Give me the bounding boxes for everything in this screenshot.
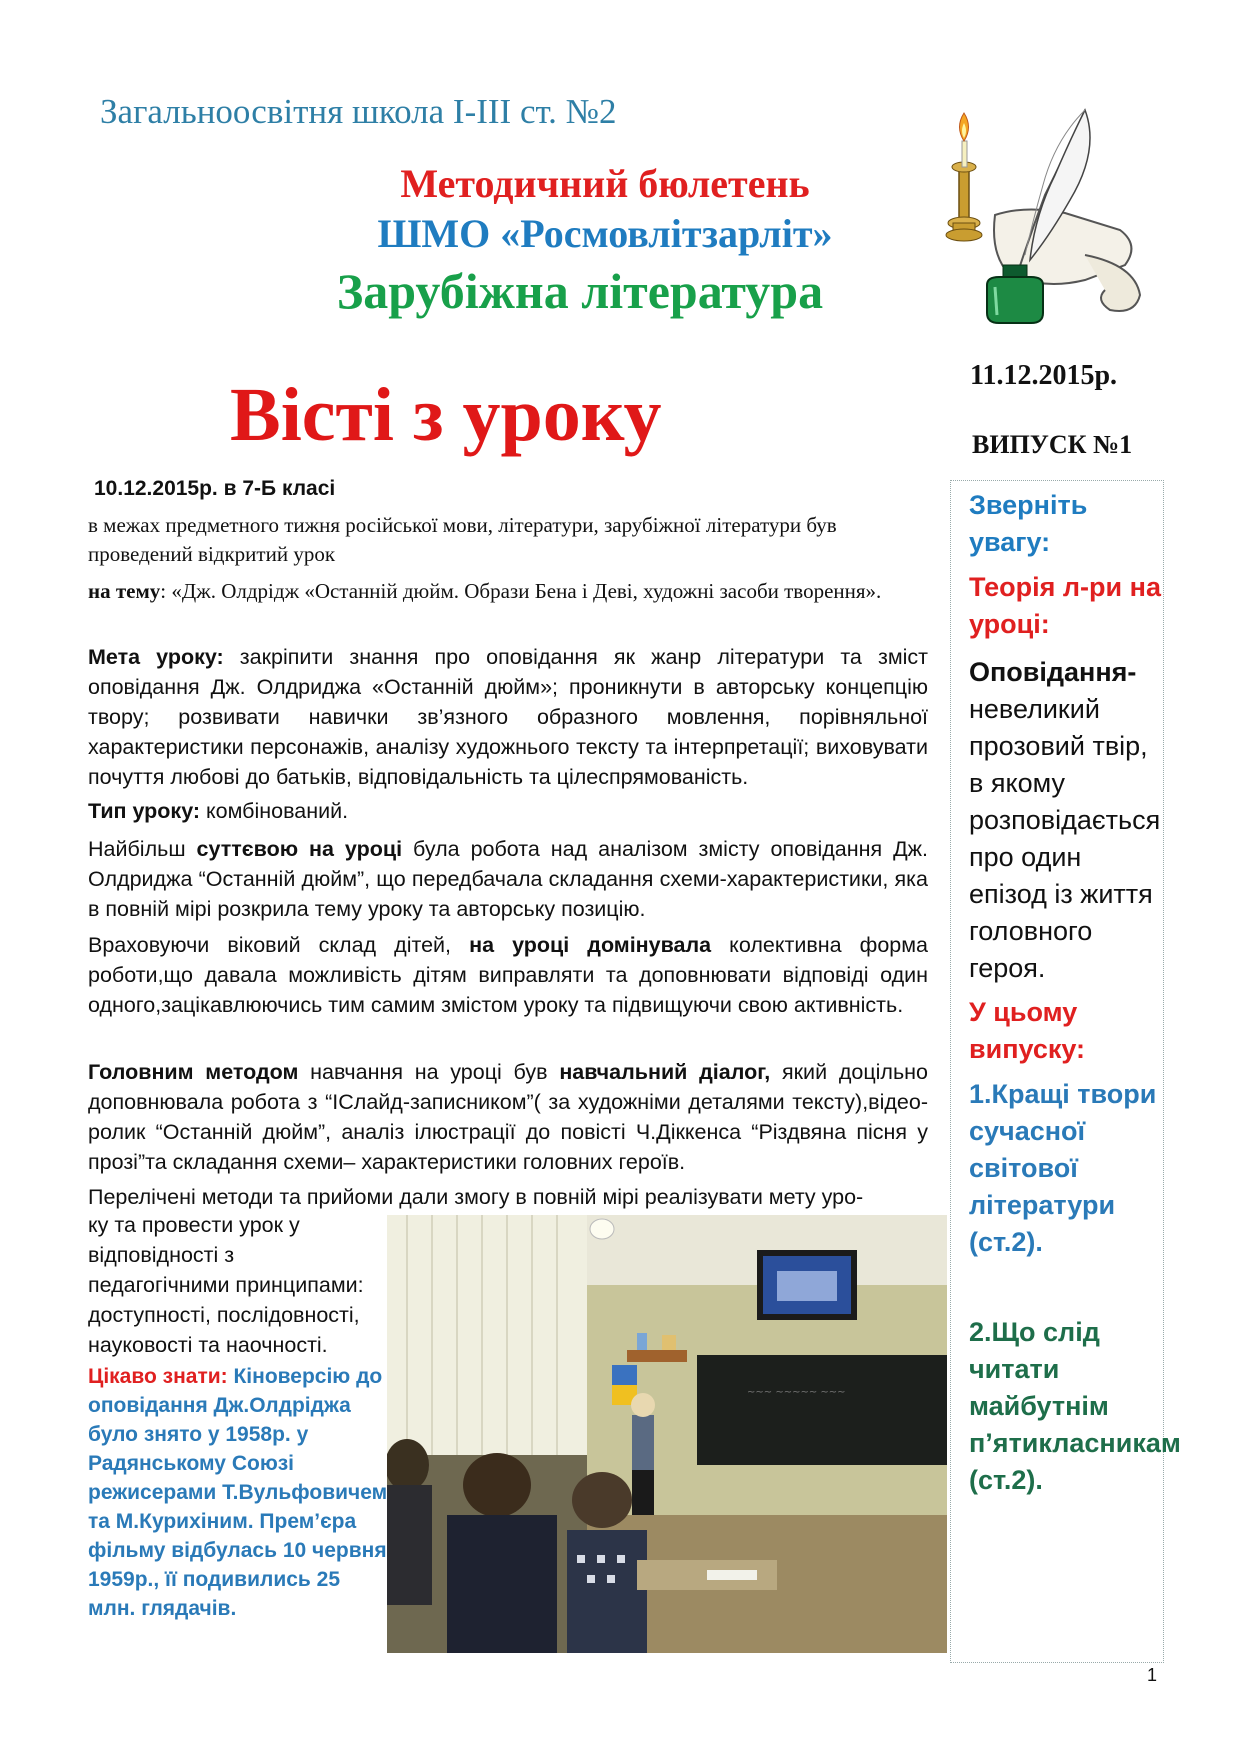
goal-text: закріпити знання про оповідання як жанр літератури та зміст оповідання Дж. Олдриджа «Останній дюйм»; проникнути в авторську концепцію твору; розвивати навички зв’язного образного мовлення, порівняльної характеристики персонажів, аналізу художнього тексту та інтерпретації; виховувати почуття любові до батьків, відповідальність та цілеспрямованість. [88, 645, 928, 789]
article-type [88, 796, 928, 826]
article-paragraph-2: Враховуючи віковий склад дітей, на уроці домінувала колективна форма роботи,що давала можливість дітям виправляти та доповнювати відповіді один одного,зацікавлюючись тим самим змістом уроку та підвищуючи свою активність. [88, 933, 928, 1017]
article-dateline: 10.12.2015р. в 7-Б класі [94, 477, 336, 500]
issue-number: ВИПУСК №1 [972, 430, 1133, 459]
article-intro: в межах предметного тижня російської мови, літератури, зарубіжної літератури був проведений відкритий урок [88, 513, 837, 566]
article-goal [88, 642, 928, 792]
interest-label: Цікаво знати: [88, 1365, 228, 1388]
interesting-fact [88, 1362, 388, 1623]
sidebar-item-1[interactable]: 1.Кращі твори сучасної світової літератури (ст.2). [969, 1079, 1157, 1257]
sidebar-definition [969, 654, 1165, 987]
article-topic [88, 577, 928, 606]
bulletin-subject: Зарубіжна література [336, 263, 824, 319]
type-text: комбінований. [200, 799, 349, 823]
article-paragraph-1: Найбільш суттєвою на уроці була робота над аналізом змісту оповідання Дж. Олдриджа “Останній дюйм”, що передбачала складання схеми-характеристики, яка в повній мірі розкрила тему уроку та авторську позицію. [88, 837, 928, 921]
goal-label: Мета уроку: [88, 645, 224, 669]
article-paragraph-3: Головним методом навчання на уроці був навчальний діалог, який доцільно доповнювала робота з “ІСлайд-записником”( за художніми деталями тексту),відео-ролик “Останній дюйм”, аналіз ілюстрації до повісті Ч.Діккенса “Різдвяна пісня у прозі”та складання схеми– характеристики головних героїв. [88, 1060, 928, 1174]
sidebar-attention: Зверніть увагу: [969, 490, 1088, 557]
svg-text:~~~ ~~~~~ ~~~: ~~~ ~~~~~ ~~~ [747, 1387, 846, 1398]
bulletin-title: Методичний бюлетень [400, 161, 810, 206]
page-number: 1 [1147, 1665, 1158, 1685]
sidebar-in-issue-heading: У цьому випуску: [969, 997, 1086, 1064]
article-paragraph-4-rest: ку та провести урок у відповідності з педагогічними принципами: доступності, послідовності, науковості та наочності. [88, 1213, 364, 1357]
sidebar [950, 480, 1181, 1663]
headline: Вісті з уроку [230, 373, 662, 457]
classroom-photo [387, 1215, 947, 1653]
definition-text: невеликий прозовий твір, в якому розповідається про один епізод із життя головного героя. [969, 694, 1161, 983]
school-name: Загальноосвітня школа І-ІІІ ст. №2 [100, 92, 617, 131]
definition-term: Оповідання- [969, 657, 1137, 687]
sidebar-theory-heading: Теорія л-ри на уроці: [969, 572, 1161, 639]
issue-date: 11.12.2015р. [970, 360, 1118, 391]
bulletin-association: ШМО «Росмовлітзарліт» [377, 211, 833, 256]
sidebar-item-2[interactable]: 2.Що слід читати майбутнім п’ятикласникам (ст.2). [969, 1317, 1181, 1495]
type-label: Тип уроку: [88, 799, 201, 823]
topic-label: на тему [88, 579, 161, 603]
interest-text: Кіноверсію до оповідання Дж.Олдріджа було знято у 1958р. у Радянському Союзі режисерами Т.Вульфовичем та М.Курихіним. Прем’єра фільму відбулась 10 червня 1959р., її подивились 25 млн. глядачів. [88, 1365, 388, 1620]
article-paragraph-4-line1: Перелічені методи та прийоми дали змогу в повній мірі реалізувати мету уро- [88, 1185, 864, 1209]
candle-quill-inkwell-icon [935, 105, 1145, 340]
topic-text: : «Дж. Олдрідж «Останній дюйм. Образи Бена і Деві, художні засоби творення». [160, 579, 882, 603]
